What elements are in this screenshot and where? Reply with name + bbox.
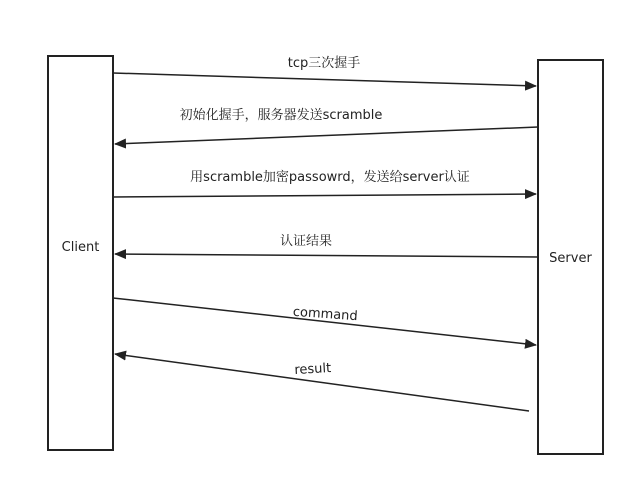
message-arrow-auth-result [115,254,538,257]
message-label-init-handshake: 初始化握手，服务器发送scramble [179,108,383,123]
message-label-result: result [294,361,332,378]
server-label: Server [549,251,592,266]
message-arrow-tcp-handshake [113,73,536,86]
message-label-auth-result: 认证结果 [279,234,333,249]
message-label-tcp-handshake: tcp三次握手 [287,56,361,71]
message-arrow-encrypt-password [113,194,536,197]
message-arrow-init-handshake [115,127,538,144]
message-label-command: command [292,304,359,325]
client-label: Client [61,240,100,255]
message-label-encrypt-password: 用scramble加密passowrd，发送给server认证 [190,170,470,185]
